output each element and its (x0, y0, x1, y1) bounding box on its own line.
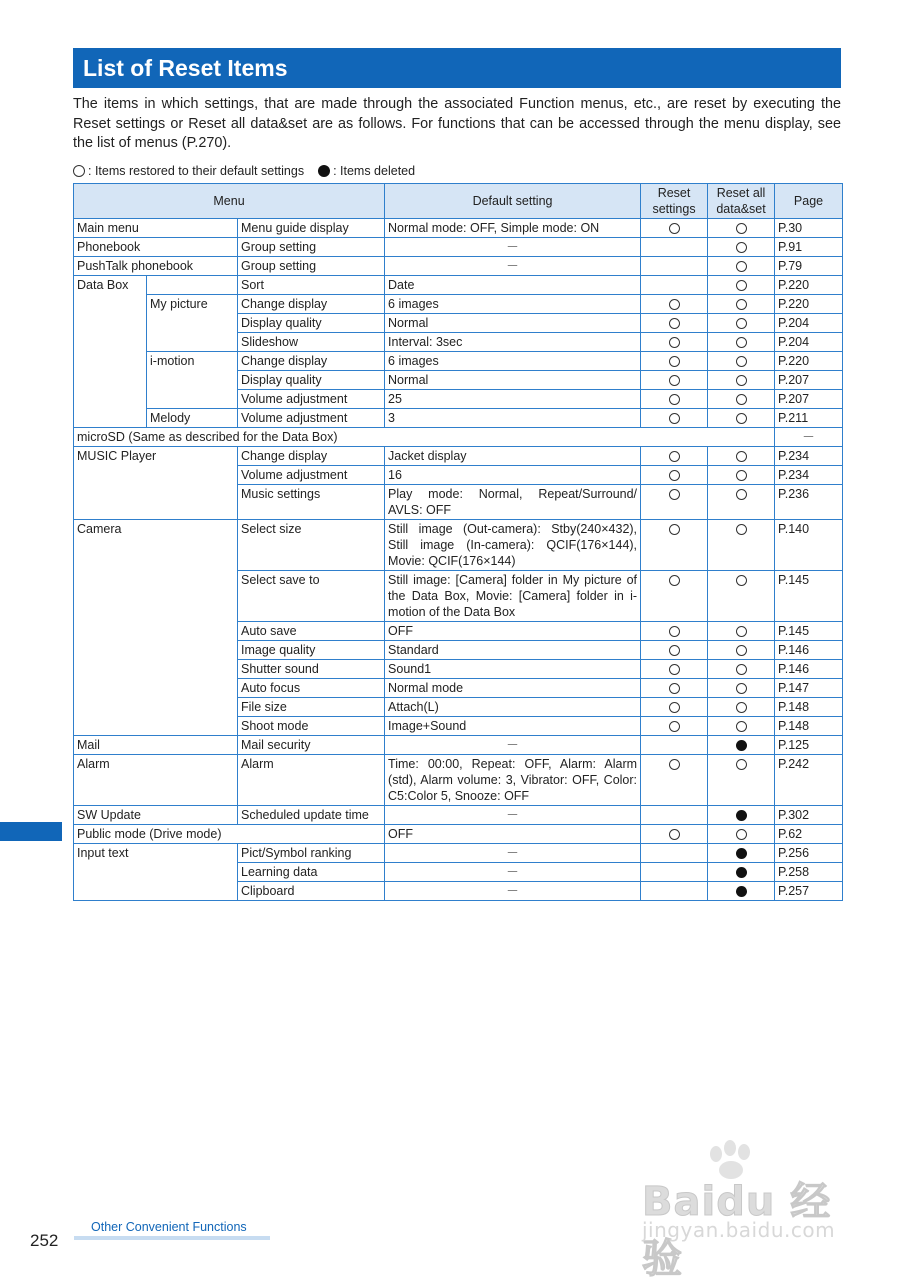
item-cell: Menu guide display (238, 219, 385, 238)
open-circle-icon (736, 489, 747, 500)
item-cell: Group setting (238, 238, 385, 257)
reset-items-table (73, 183, 843, 901)
default-cell: Jacket display (385, 447, 641, 466)
legend (73, 163, 415, 179)
group-alarm: Alarm (74, 755, 238, 806)
item-cell: Volume adjustment (238, 390, 385, 409)
open-circle-icon (736, 759, 747, 770)
item-cell: Select save to (238, 571, 385, 622)
reset-cell (641, 755, 708, 806)
header-reset: Reset settings (641, 184, 708, 219)
page-cell: P.204 (775, 314, 843, 333)
default-cell (385, 844, 641, 863)
reset-cell (641, 520, 708, 571)
page-cell: P.30 (775, 219, 843, 238)
page-cell: P.220 (775, 276, 843, 295)
open-circle-icon (736, 626, 747, 637)
open-circle-icon (669, 470, 680, 481)
reset-cell (641, 660, 708, 679)
default-cell: Standard (385, 641, 641, 660)
default-cell: 16 (385, 466, 641, 485)
table-row (74, 755, 843, 806)
item-cell: Shoot mode (238, 717, 385, 736)
open-circle-icon (669, 683, 680, 694)
reset-all-cell (708, 238, 775, 257)
item-cell: Mail security (238, 736, 385, 755)
reset-cell (641, 295, 708, 314)
default-cell: Sound1 (385, 660, 641, 679)
page-cell: P.146 (775, 660, 843, 679)
reset-cell (641, 238, 708, 257)
table-row (74, 825, 843, 844)
open-circle-icon (669, 524, 680, 535)
reset-cell (641, 622, 708, 641)
reset-cell (641, 352, 708, 371)
reset-all-cell (708, 736, 775, 755)
item-cell: Shutter sound (238, 660, 385, 679)
open-circle-icon (736, 683, 747, 694)
reset-all-cell (708, 698, 775, 717)
open-circle-icon (669, 413, 680, 424)
intro-paragraph: The items in which settings, that are made through the associated Function menus, etc., are reset by executing the Reset settings or Reset all data&set are as follows. For functions that can be accessed through the menu display, see the list of menus (P.270). (73, 96, 841, 151)
page-cell: P.148 (775, 698, 843, 717)
open-circle-icon (736, 318, 747, 329)
side-index-tab (0, 822, 62, 841)
reset-cell (641, 882, 708, 901)
reset-cell (641, 863, 708, 882)
default-cell: 6 images (385, 352, 641, 371)
default-cell: Image+Sound (385, 717, 641, 736)
filled-circle-icon (736, 886, 747, 897)
default-cell: Attach(L) (385, 698, 641, 717)
page-cell: P.79 (775, 257, 843, 276)
open-circle-icon (736, 524, 747, 535)
reset-all-cell (708, 257, 775, 276)
open-circle-icon (736, 829, 747, 840)
reset-cell (641, 641, 708, 660)
watermark (640, 1140, 850, 1282)
open-circle-icon (669, 645, 680, 656)
page-cell: P.145 (775, 622, 843, 641)
reset-cell (641, 333, 708, 352)
legend-filled-label: : Items deleted (333, 164, 416, 178)
reset-all-cell (708, 755, 775, 806)
item-cell: Alarm (238, 755, 385, 806)
reset-cell (641, 844, 708, 863)
open-circle-icon (736, 645, 747, 656)
reset-all-cell (708, 485, 775, 520)
reset-cell (641, 736, 708, 755)
reset-all-cell (708, 571, 775, 622)
dash-mark: － (506, 240, 519, 254)
open-circle-icon (736, 375, 747, 386)
item-cell: File size (238, 698, 385, 717)
page-cell: P.220 (775, 295, 843, 314)
item-cell: Slideshow (238, 333, 385, 352)
page-cell: P.140 (775, 520, 843, 571)
item-cell: Auto save (238, 622, 385, 641)
table-header-row (74, 184, 843, 219)
table-row (74, 520, 843, 571)
open-circle-icon (669, 664, 680, 675)
table-row (74, 806, 843, 825)
page-number: 252 (30, 1231, 59, 1250)
table-row (74, 295, 843, 314)
open-circle-icon (736, 223, 747, 234)
open-circle-icon (736, 280, 747, 291)
dash-mark: － (506, 884, 519, 898)
reset-all-cell (708, 390, 775, 409)
open-circle-icon (669, 375, 680, 386)
page-cell: P.211 (775, 409, 843, 428)
default-cell (385, 736, 641, 755)
reset-cell (641, 276, 708, 295)
item-cell: Pict/Symbol ranking (238, 844, 385, 863)
item-cell: Scheduled update time (238, 806, 385, 825)
item-cell: Learning data (238, 863, 385, 882)
page-cell: P.258 (775, 863, 843, 882)
dash-mark: － (506, 808, 519, 822)
group-microsd: microSD (Same as described for the Data Box) (74, 428, 775, 447)
default-cell: Still image: [Camera] folder in My picture of the Data Box, Movie: [Camera] folder in i-motion of the Data Box (385, 571, 641, 622)
legend-open-label: : Items restored to their default settings (88, 164, 305, 178)
item-cell: Volume adjustment (238, 409, 385, 428)
table-row (74, 352, 843, 371)
reset-cell (641, 717, 708, 736)
open-circle-icon (669, 451, 680, 462)
open-circle-icon (669, 394, 680, 405)
reset-all-cell (708, 679, 775, 698)
header-page: Page (775, 184, 843, 219)
open-circle-icon (736, 470, 747, 481)
open-circle-icon (669, 626, 680, 637)
page-cell: P.204 (775, 333, 843, 352)
filled-circle-icon (736, 740, 747, 751)
page-cell: P.207 (775, 371, 843, 390)
item-cell: Auto focus (238, 679, 385, 698)
default-cell (385, 882, 641, 901)
reset-all-cell (708, 466, 775, 485)
table-row (74, 447, 843, 466)
open-circle-icon (669, 318, 680, 329)
group-data-box: Data Box (74, 276, 147, 428)
default-cell (385, 863, 641, 882)
item-cell: Select size (238, 520, 385, 571)
item-cell: Change display (238, 352, 385, 371)
reset-all-cell (708, 660, 775, 679)
reset-cell (641, 698, 708, 717)
open-circle-icon (736, 451, 747, 462)
item-cell: Display quality (238, 371, 385, 390)
default-cell (385, 238, 641, 257)
page-cell: P.256 (775, 844, 843, 863)
open-circle-icon (669, 721, 680, 732)
page-cell: P.242 (775, 755, 843, 806)
item-cell: Group setting (238, 257, 385, 276)
open-circle-icon (736, 575, 747, 586)
reset-all-cell (708, 295, 775, 314)
default-cell: 6 images (385, 295, 641, 314)
header-reset-all: Reset all data&set (708, 184, 775, 219)
default-cell: Time: 00:00, Repeat: OFF, Alarm: Alarm (std), Alarm volume: 3, Vibrator: OFF, Color: C5:Color 5, Snooze: OFF (385, 755, 641, 806)
open-circle-icon (669, 356, 680, 367)
default-cell: Interval: 3sec (385, 333, 641, 352)
page-cell: P.148 (775, 717, 843, 736)
item-cell: Volume adjustment (238, 466, 385, 485)
open-circle-icon (669, 702, 680, 713)
page-cell: P.125 (775, 736, 843, 755)
open-circle-icon (73, 165, 85, 177)
default-cell: Normal (385, 314, 641, 333)
item-cell: Change display (238, 295, 385, 314)
page-cell: P.146 (775, 641, 843, 660)
table-row (74, 219, 843, 238)
reset-all-cell (708, 806, 775, 825)
table-row (74, 844, 843, 863)
filled-circle-icon (736, 810, 747, 821)
group-public-mode: Public mode (Drive mode) (74, 825, 385, 844)
item-cell: Clipboard (238, 882, 385, 901)
open-circle-icon (736, 261, 747, 272)
header-default: Default setting (385, 184, 641, 219)
footer-section-label: Other Convenient Functions (74, 1219, 270, 1240)
reset-cell (641, 371, 708, 390)
page-cell: P.147 (775, 679, 843, 698)
reset-cell (641, 825, 708, 844)
page-title: List of Reset Items (73, 48, 841, 88)
reset-cell (641, 806, 708, 825)
reset-cell (641, 679, 708, 698)
table-row (74, 409, 843, 428)
default-cell: 3 (385, 409, 641, 428)
default-cell: Normal mode (385, 679, 641, 698)
open-circle-icon (736, 242, 747, 253)
default-cell: OFF (385, 825, 641, 844)
reset-all-cell (708, 717, 775, 736)
reset-cell (641, 466, 708, 485)
group-camera: Camera (74, 520, 238, 736)
table-row (74, 428, 843, 447)
item-cell: Change display (238, 447, 385, 466)
item-cell: Image quality (238, 641, 385, 660)
reset-all-cell (708, 352, 775, 371)
default-cell (385, 806, 641, 825)
open-circle-icon (669, 489, 680, 500)
reset-all-cell (708, 447, 775, 466)
reset-all-cell (708, 844, 775, 863)
default-cell (385, 257, 641, 276)
reset-all-cell (708, 520, 775, 571)
open-circle-icon (736, 356, 747, 367)
table-row (74, 257, 843, 276)
reset-all-cell (708, 276, 775, 295)
dash-mark: － (506, 865, 519, 879)
reset-all-cell (708, 333, 775, 352)
open-circle-icon (669, 223, 680, 234)
default-cell: Normal mode: OFF, Simple mode: ON (385, 219, 641, 238)
table-row (74, 736, 843, 755)
filled-circle-icon (736, 867, 747, 878)
default-cell: Normal (385, 371, 641, 390)
open-circle-icon (736, 664, 747, 675)
group-input-text: Input text (74, 844, 238, 901)
open-circle-icon (669, 829, 680, 840)
reset-all-cell (708, 882, 775, 901)
legend-open (73, 163, 304, 179)
item-cell: Display quality (238, 314, 385, 333)
default-cell: OFF (385, 622, 641, 641)
reset-cell (641, 314, 708, 333)
page-cell: P.62 (775, 825, 843, 844)
page-cell: P.207 (775, 390, 843, 409)
reset-cell (641, 257, 708, 276)
group-pushtalk: PushTalk phonebook (74, 257, 238, 276)
filled-circle-icon (736, 848, 747, 859)
dash-mark: － (506, 738, 519, 752)
reset-cell (641, 485, 708, 520)
dash-mark: － (506, 259, 519, 273)
group-music-player: MUSIC Player (74, 447, 238, 520)
dash-mark: － (506, 846, 519, 860)
subgroup-i-motion: i-motion (147, 352, 238, 409)
group-phonebook: Phonebook (74, 238, 238, 257)
reset-all-cell (708, 863, 775, 882)
reset-cell (641, 390, 708, 409)
page-cell: P.234 (775, 466, 843, 485)
reset-all-cell (708, 825, 775, 844)
default-cell: Still image (Out-camera): Stby(240×432), Still image (In-camera): QCIF(176×144), Movie: QCIF(176×144) (385, 520, 641, 571)
open-circle-icon (736, 721, 747, 732)
item-cell: Sort (238, 276, 385, 295)
open-circle-icon (736, 394, 747, 405)
subgroup-melody: Melody (147, 409, 238, 428)
reset-cell (641, 571, 708, 622)
default-cell: Date (385, 276, 641, 295)
default-cell: Play mode: Normal, Repeat/Surround/ AVLS: OFF (385, 485, 641, 520)
group-main-menu: Main menu (74, 219, 238, 238)
reset-cell (641, 447, 708, 466)
page-cell: P.145 (775, 571, 843, 622)
legend-filled (318, 163, 415, 179)
default-cell: 25 (385, 390, 641, 409)
watermark-main-text: Baidu 经验 (642, 1179, 832, 1282)
open-circle-icon (736, 413, 747, 424)
page-cell: P.91 (775, 238, 843, 257)
open-circle-icon (669, 575, 680, 586)
reset-all-cell (708, 371, 775, 390)
page-cell: P.302 (775, 806, 843, 825)
page-cell: P.236 (775, 485, 843, 520)
reset-all-cell (708, 219, 775, 238)
page-cell: P.257 (775, 882, 843, 901)
table-row (74, 238, 843, 257)
subgroup-my-picture: My picture (147, 295, 238, 352)
page-cell: － (775, 428, 843, 447)
reset-cell (641, 219, 708, 238)
reset-all-cell (708, 409, 775, 428)
page-cell: P.234 (775, 447, 843, 466)
open-circle-icon (736, 299, 747, 310)
reset-all-cell (708, 641, 775, 660)
open-circle-icon (736, 702, 747, 713)
watermark-url: jingyan.baidu.com (642, 1218, 836, 1242)
header-menu: Menu (74, 184, 385, 219)
filled-circle-icon (318, 165, 330, 177)
group-sw-update: SW Update (74, 806, 238, 825)
reset-all-cell (708, 314, 775, 333)
empty-cell (147, 276, 238, 295)
reset-all-cell (708, 622, 775, 641)
open-circle-icon (669, 759, 680, 770)
reset-cell (641, 409, 708, 428)
page-cell: P.220 (775, 352, 843, 371)
open-circle-icon (669, 299, 680, 310)
group-mail: Mail (74, 736, 238, 755)
open-circle-icon (736, 337, 747, 348)
item-cell: Music settings (238, 485, 385, 520)
table-row (74, 276, 843, 295)
open-circle-icon (669, 337, 680, 348)
